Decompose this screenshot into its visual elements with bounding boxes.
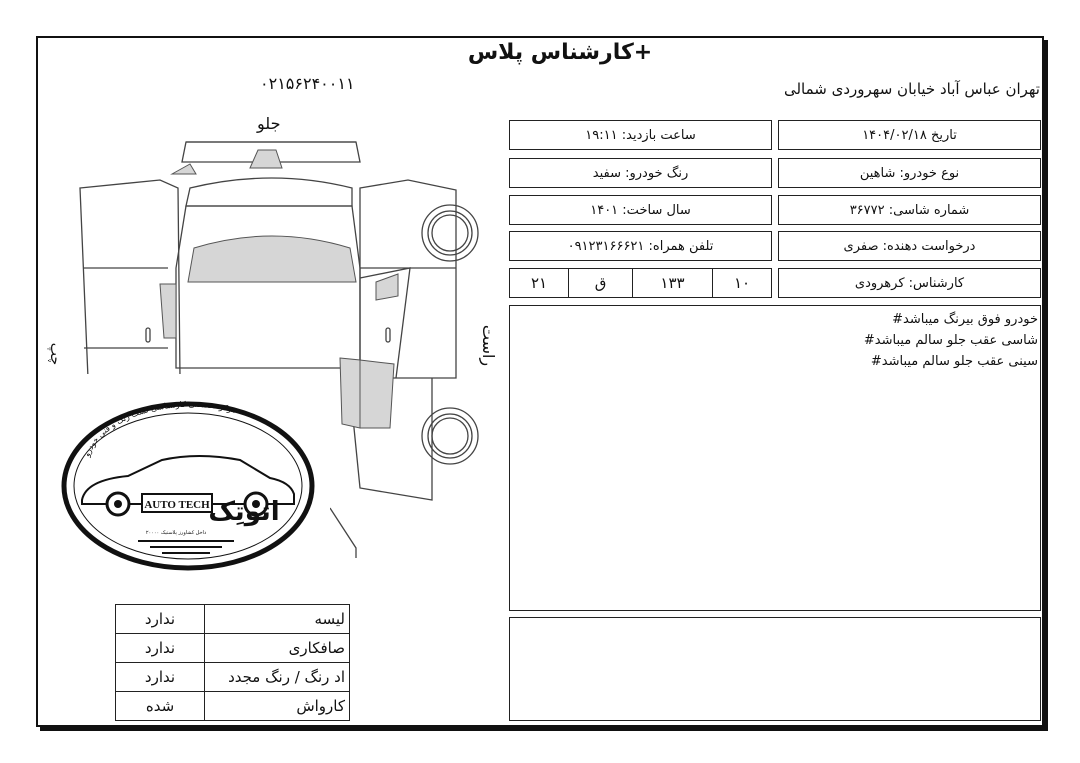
autotech-logo <box>58 398 318 578</box>
requester-cell: درخواست دهنده: صفری <box>778 231 1041 261</box>
report-title: +کارشناس پلاس <box>467 40 653 65</box>
note-line: شاسی عقب جلو سالم میباشد# <box>863 333 1038 348</box>
logo-small-line: داخل کشاورز پلاستیک ۲۰۰۰۰ <box>145 530 207 536</box>
table-row <box>116 634 350 663</box>
status-value: ندارد <box>116 634 205 663</box>
car-type-cell: نوع خودرو: شاهین <box>778 158 1041 188</box>
note-line: سینی عقب جلو سالم میباشد# <box>870 354 1038 369</box>
signature-box <box>509 617 1041 721</box>
chassis-cell: شماره شاسی: ۳۶۷۷۲ <box>778 195 1041 225</box>
visit-time-cell: ساعت بازدید: ۱۹:۱۱ <box>509 120 772 150</box>
left-label: چپ <box>47 342 64 366</box>
car-color-cell: رنگ خودرو: سفید <box>509 158 772 188</box>
plate-part-2: ۱۳۳ <box>632 268 713 298</box>
table-row <box>116 692 350 721</box>
notes-box <box>509 305 1041 611</box>
status-table <box>115 604 350 721</box>
status-label: کارواش <box>205 692 350 721</box>
company-address: تهران عباس آباد خیابان سهروردی شمالی <box>783 80 1040 98</box>
note-line: خودرو فوق بیرنگ میباشد# <box>892 312 1038 327</box>
status-value: شده <box>116 692 205 721</box>
status-label: صافکاری <box>205 634 350 663</box>
frame-shadow-right <box>1044 40 1048 731</box>
logo-arc-text: مرکز تخصصی کارشناسی تست رنگ و فنی خودرو <box>82 399 238 458</box>
right-label: راست <box>479 324 499 367</box>
status-value: ندارد <box>116 605 205 634</box>
plate-letter: ق <box>568 268 633 298</box>
status-label: اد رنگ / رنگ مجدد <box>205 663 350 692</box>
date-cell: تاریخ ۱۴۰۴/۰۲/۱۸ <box>778 120 1041 150</box>
table-row <box>116 605 350 634</box>
logo-fa-text: اتوتِک <box>208 497 280 527</box>
frame-shadow-bottom <box>40 727 1048 731</box>
build-year-cell: سال ساخت: ۱۴۰۱ <box>509 195 772 225</box>
inspector-cell: کارشناس: کرهرودی <box>778 268 1041 298</box>
logo-en-text: AUTO TECH <box>144 499 210 511</box>
company-phone: ۰۲۱۵۶۲۴۰۰۱۱ <box>260 74 355 93</box>
front-label: جلو <box>257 114 281 133</box>
status-value: ندارد <box>116 663 205 692</box>
plate-part-1: ۱۰ <box>712 268 772 298</box>
plate-region: ۲۱ <box>509 268 569 298</box>
mobile-cell: تلفن همراه: ۰۹۱۲۳۱۶۶۶۲۱ <box>509 231 772 261</box>
table-row <box>116 663 350 692</box>
status-label: لیسه <box>205 605 350 634</box>
